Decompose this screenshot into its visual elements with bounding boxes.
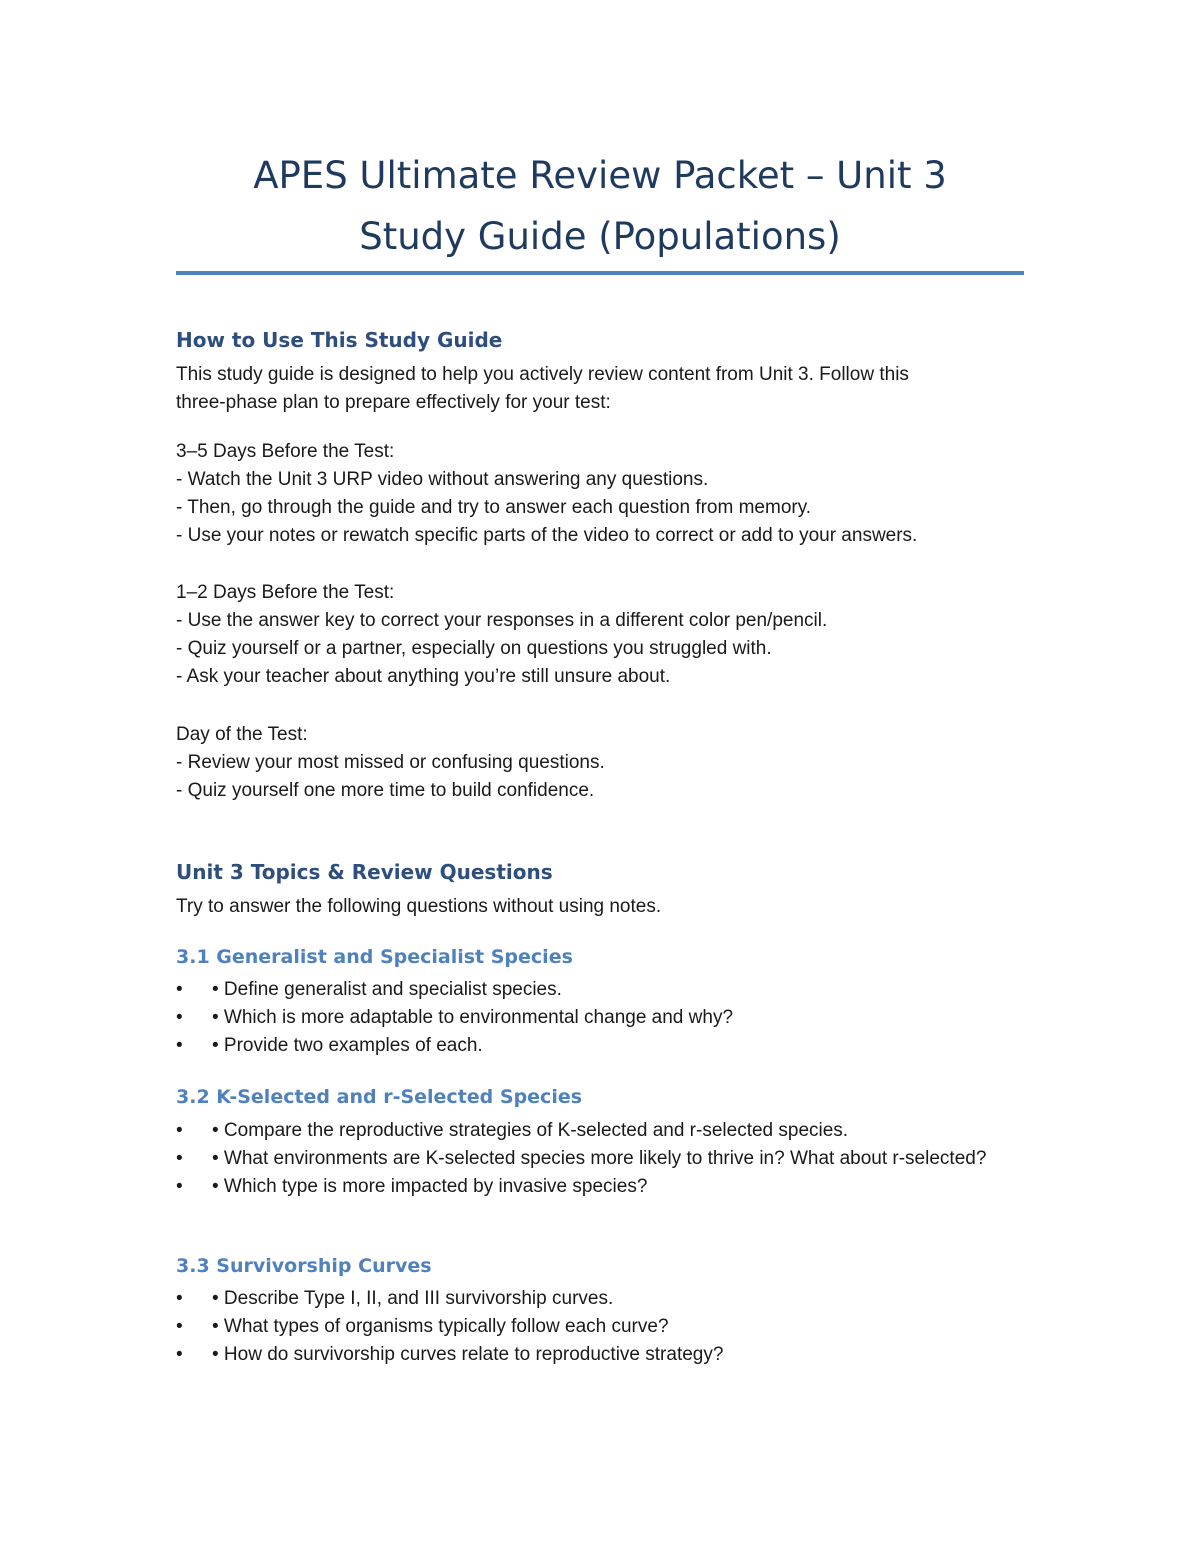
bullet-icon: • bbox=[176, 1035, 183, 1056]
phase-2-step: - Quiz yourself or a partner, especially on questions you struggled with. bbox=[176, 638, 772, 659]
phase-2-block bbox=[176, 579, 1036, 691]
bullet-icon: • bbox=[176, 1288, 183, 1309]
list-item bbox=[176, 1313, 1036, 1341]
list-item-text: • Define generalist and specialist species. bbox=[212, 979, 562, 1000]
topics-heading: Unit 3 Topics & Review Questions bbox=[176, 860, 553, 884]
section-3-3-heading: 3.3 Survivorship Curves bbox=[176, 1255, 432, 1277]
list-item-text: • Which is more adaptable to environmental change and why? bbox=[212, 1007, 734, 1028]
document-title-line-1: APES Ultimate Review Packet – Unit 3 bbox=[253, 154, 947, 197]
list-item-text: • What types of organisms typically follow each curve? bbox=[212, 1316, 669, 1337]
how-to-heading: How to Use This Study Guide bbox=[176, 328, 503, 352]
bullet-icon: • bbox=[176, 1120, 183, 1141]
phase-1-step: - Use your notes or rewatch specific parts of the video to correct or add to your answers. bbox=[176, 525, 918, 546]
list-item-text: • How do survivorship curves relate to reproductive strategy? bbox=[212, 1344, 724, 1365]
list-item-text: • Describe Type I, II, and III survivorship curves. bbox=[212, 1288, 614, 1309]
phase-3-block bbox=[176, 721, 1036, 805]
list-item-text: • Compare the reproductive strategies of K-selected and r-selected species. bbox=[212, 1120, 849, 1141]
phase-2-label: 1–2 Days Before the Test: bbox=[176, 582, 395, 603]
bullet-icon: • bbox=[176, 1176, 183, 1197]
title-underline-rule bbox=[176, 271, 1024, 275]
list-item bbox=[176, 1341, 1036, 1369]
section-3-2-list bbox=[176, 1117, 1006, 1201]
how-to-intro-line: three-phase plan to prepare effectively for your test: bbox=[176, 392, 611, 413]
list-item-text: • Provide two examples of each. bbox=[212, 1035, 483, 1056]
phase-3-label: Day of the Test: bbox=[176, 724, 308, 745]
document-title-line-2: Study Guide (Populations) bbox=[359, 215, 841, 258]
list-item bbox=[176, 1285, 1036, 1313]
list-item-text: • What environments are K-selected species more likely to thrive in? What about r-selected? bbox=[212, 1148, 987, 1169]
phase-3-step: - Quiz yourself one more time to build confidence. bbox=[176, 780, 595, 801]
phase-2-step: - Use the answer key to correct your responses in a different color pen/pencil. bbox=[176, 610, 828, 631]
section-3-1-heading: 3.1 Generalist and Specialist Species bbox=[176, 946, 573, 968]
how-to-intro bbox=[176, 361, 1036, 417]
section-3-3-list bbox=[176, 1285, 1036, 1369]
how-to-intro-line: This study guide is designed to help you actively review content from Unit 3. Follow this bbox=[176, 364, 909, 385]
phase-3-step: - Review your most missed or confusing questions. bbox=[176, 752, 605, 773]
phase-2-step: - Ask your teacher about anything you’re still unsure about. bbox=[176, 666, 671, 687]
bullet-icon: • bbox=[176, 1316, 183, 1337]
list-item bbox=[176, 1173, 1006, 1201]
list-item-text: • Which type is more impacted by invasive species? bbox=[212, 1176, 648, 1197]
list-item bbox=[176, 1004, 1036, 1032]
bullet-icon: • bbox=[176, 1148, 183, 1169]
phase-1-label: 3–5 Days Before the Test: bbox=[176, 441, 395, 462]
section-3-2-heading: 3.2 K-Selected and r-Selected Species bbox=[176, 1086, 583, 1108]
phase-1-block bbox=[176, 438, 1036, 550]
phase-1-step: - Then, go through the guide and try to answer each question from memory. bbox=[176, 497, 812, 518]
list-item bbox=[176, 1117, 1006, 1145]
topics-intro: Try to answer the following questions without using notes. bbox=[176, 896, 662, 917]
section-3-1-list bbox=[176, 976, 1036, 1060]
bullet-icon: • bbox=[176, 1007, 183, 1028]
bullet-icon: • bbox=[176, 1344, 183, 1365]
list-item bbox=[176, 1145, 1006, 1173]
bullet-icon: • bbox=[176, 979, 183, 1000]
list-item bbox=[176, 976, 1036, 1004]
phase-1-step: - Watch the Unit 3 URP video without answering any questions. bbox=[176, 469, 709, 490]
list-item bbox=[176, 1032, 1036, 1060]
